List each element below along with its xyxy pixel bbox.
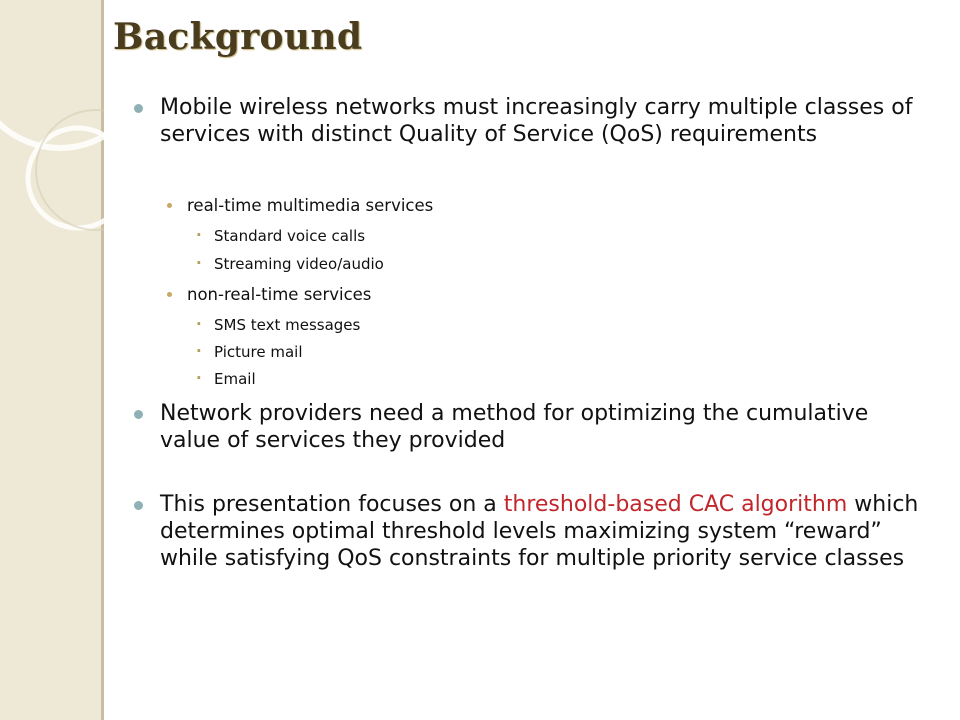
sub-sub-bullet-voice: · Standard voice calls [214,227,365,245]
bullet-text-suffix: which determines optimal threshold levels maximizing system “reward” while satisfying QoS constraints for multiple priority service classes [160,492,919,571]
bullet-presentation-focus [160,491,920,572]
sub-bullet-real-time: real-time multimedia services [187,196,434,215]
slide-title: Background [113,16,363,58]
sub-sub-bullet-email: · Email [214,370,256,388]
bullet-text-prefix: This presentation focuses on a [160,492,504,517]
sub-sub-bullet-streaming: · Streaming video/audio [214,255,384,273]
highlighted-term: threshold-based CAC algorithm [503,492,848,517]
sub-sub-bullet-sms: · SMS text messages [214,316,360,334]
sub-sub-bullet-picture-mail: · Picture mail [214,343,303,361]
bullet-network-providers: Network providers need a method for optimizing the cumulative value of services they provided [160,400,920,454]
sub-bullet-non-real-time: non-real-time services [187,285,372,304]
bullet-mobile-networks: Mobile wireless networks must increasingly carry multiple classes of services with distinct Quality of Service (QoS) requirements [160,94,920,148]
